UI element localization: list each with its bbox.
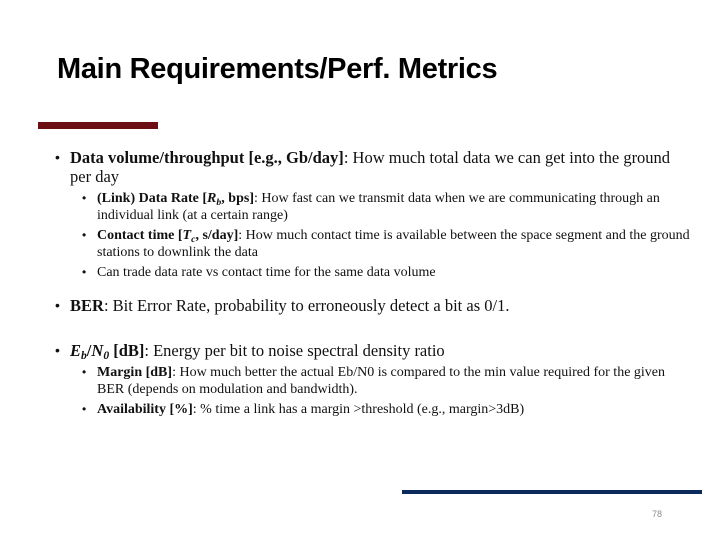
eb-symbol: $E_b$ [70, 341, 87, 362]
data-rate-text: : How fast can we transmit data when we are communicating through an individual link (at a certain range) [97, 191, 660, 223]
data-rate-symbol: $R_b$ [207, 191, 222, 208]
footer-accent-bar [402, 490, 702, 494]
data-volume-text: : How much total data we can get into the ground per day [70, 148, 671, 186]
eb-n0-text: : Energy per bit to noise spectral density ratio [144, 341, 445, 360]
data-volume-term: Data volume/throughput [e.g., Gb/day] [70, 148, 344, 167]
bullet-data-volume [55, 148, 695, 186]
title-accent-bar [38, 122, 158, 129]
data-rate-term-pre: (Link) Data Rate [ [97, 191, 208, 206]
n0-symbol: $N_0$ [91, 341, 110, 362]
contact-time-symbol: $T_c$ [182, 228, 196, 245]
slide-title: Main Requirements/Perf. Metrics [57, 53, 498, 85]
subbullet-contact-time [82, 227, 695, 261]
ber-text: : Bit Error Rate, probability to erroneously detect a bit as 0/1. [103, 296, 510, 315]
slide-content [55, 148, 695, 418]
eb-n0-slash: / [86, 341, 92, 360]
availability-term: Availability [%] [97, 402, 193, 417]
data-rate-term-post: , bps] [221, 191, 254, 206]
subbullet-data-rate [82, 190, 695, 224]
availability-text: : % time a link has a margin >threshold (e.g., margin>3dB) [192, 402, 525, 417]
page-number: 78 [652, 509, 663, 519]
bullet-ber [55, 296, 695, 315]
contact-time-term-post: , s/day] [195, 228, 239, 243]
subbullet-tradeoff [82, 264, 695, 281]
bullet-eb-n0 [55, 341, 695, 360]
subbullet-availability [82, 401, 695, 418]
margin-term: Margin [dB] [97, 365, 173, 380]
ber-term: BER [70, 296, 104, 315]
contact-time-term-pre: Contact time [ [97, 228, 183, 243]
subbullet-margin [82, 364, 695, 398]
margin-text: : How much better the actual Eb/N0 is compared to the min value required for the given BER (depends on modulation and bandwidth). [97, 365, 666, 397]
contact-time-text: : How much contact time is available between the space segment and the ground stations to downlink the data [97, 228, 690, 260]
tradeoff-text: Can trade data rate vs contact time for the same data volume [97, 265, 436, 280]
eb-n0-unit: [dB] [109, 341, 145, 360]
